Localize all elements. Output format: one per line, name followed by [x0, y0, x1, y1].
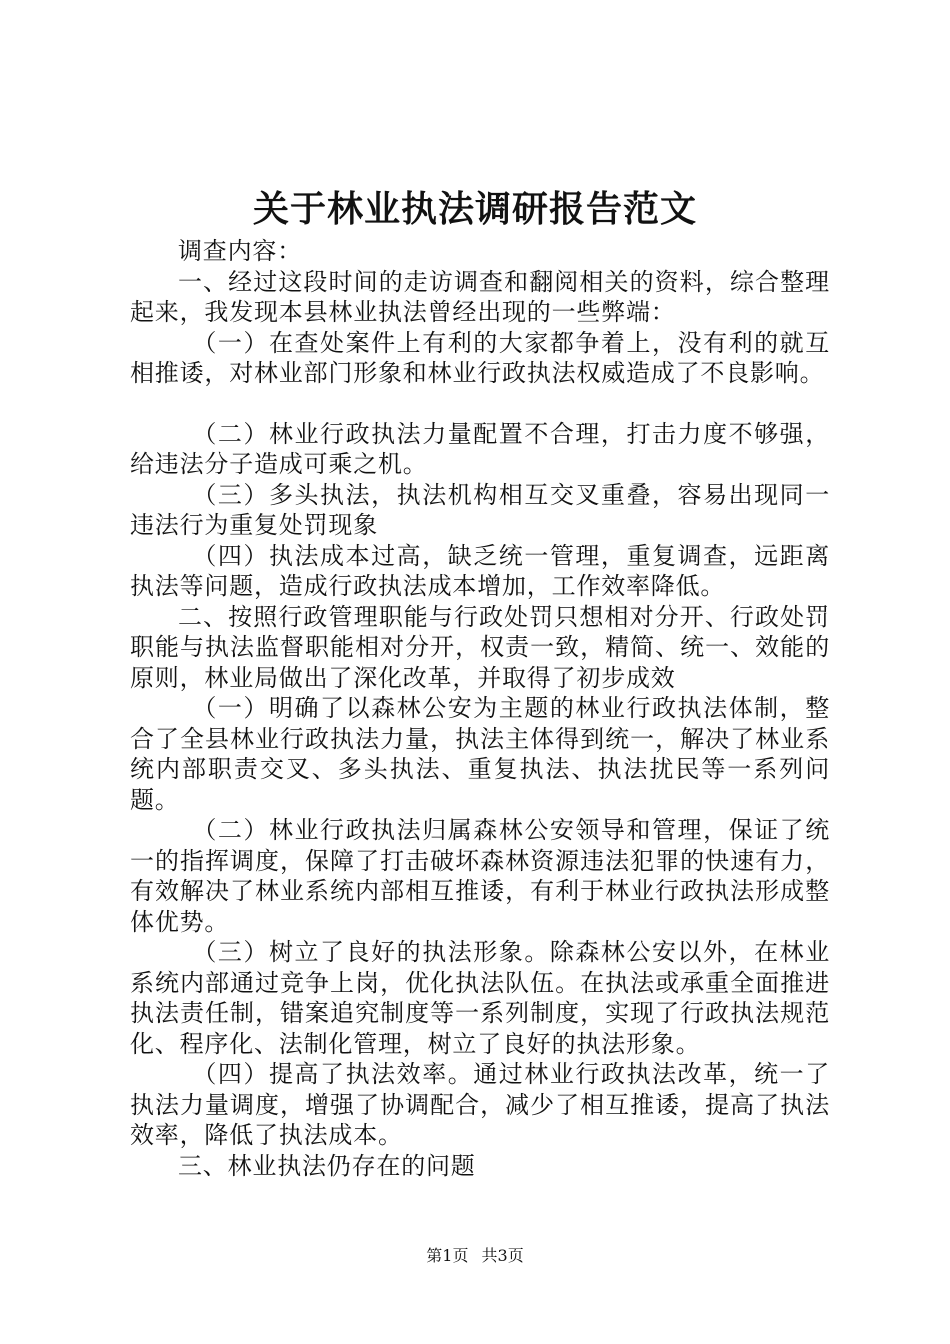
paragraph: （三）多头执法，执法机构相互交叉重叠，容易出现同一违法行为重复处罚现象	[130, 480, 830, 539]
page-footer	[0, 1245, 950, 1267]
paragraph: （四）提高了执法效率。通过林业行政执法改革，统一了执法力量调度，增强了协调配合，减少了相互推诿，提高了执法效率，降低了执法成本。	[130, 1060, 830, 1149]
paragraph: （二）林业行政执法力量配置不合理，打击力度不够强，给违法分子造成可乘之机。	[130, 419, 830, 478]
document-body	[130, 236, 830, 1181]
page-number: 第1页	[426, 1246, 469, 1265]
document-title: 关于林业执法调研报告范文	[252, 189, 697, 230]
paragraph: （一）在查处案件上有利的大家都争着上，没有利的就互相推诿，对林业部门形象和林业行政执法权威造成了不良影响。	[130, 328, 830, 387]
paragraph: 调查内容：	[178, 237, 302, 265]
paragraph: （三）树立了良好的执法形象。除森林公安以外，在林业系统内部通过竞争上岗，优化执法队伍。在执法或承重全面推进执法责任制，错案追究制度等一系列制度，实现了行政执法规范化、程序化、法制化管理，树立了良好的执法形象。	[130, 938, 830, 1058]
paragraph: （二）林业行政执法归属森林公安领导和管理，保证了统一的指挥调度，保障了打击破坏森林资源违法犯罪的快速有力，有效解决了林业系统内部相互推诿，有利于林业行政执法形成整体优势。	[130, 816, 830, 936]
paragraph: 三、林业执法仍存在的问题	[178, 1151, 476, 1180]
paragraph: （四）执法成本过高，缺乏统一管理，重复调查，远距离执法等问题，造成行政执法成本增加，工作效率降低。	[130, 541, 830, 600]
paragraph: （一）明确了以森林公安为主题的林业行政执法体制，整合了全县林业行政执法力量，执法主体得到统一，解决了林业系统内部职责交叉、多头执法、重复执法、执法扰民等一系列问题。	[130, 694, 830, 814]
paragraph: 二、按照行政管理职能与行政处罚只想相对分开、行政处罚职能与执法监督职能相对分开，权责一致，精简、统一、效能的原则，林业局做出了深化改革，并取得了初步成效	[130, 602, 830, 692]
paragraph: 一、经过这段时间的走访调查和翻阅相关的资料，综合整理起来，我发现本县林业执法曾经出现的一些弊端：	[130, 267, 830, 326]
page-total: 共3页	[481, 1246, 524, 1265]
